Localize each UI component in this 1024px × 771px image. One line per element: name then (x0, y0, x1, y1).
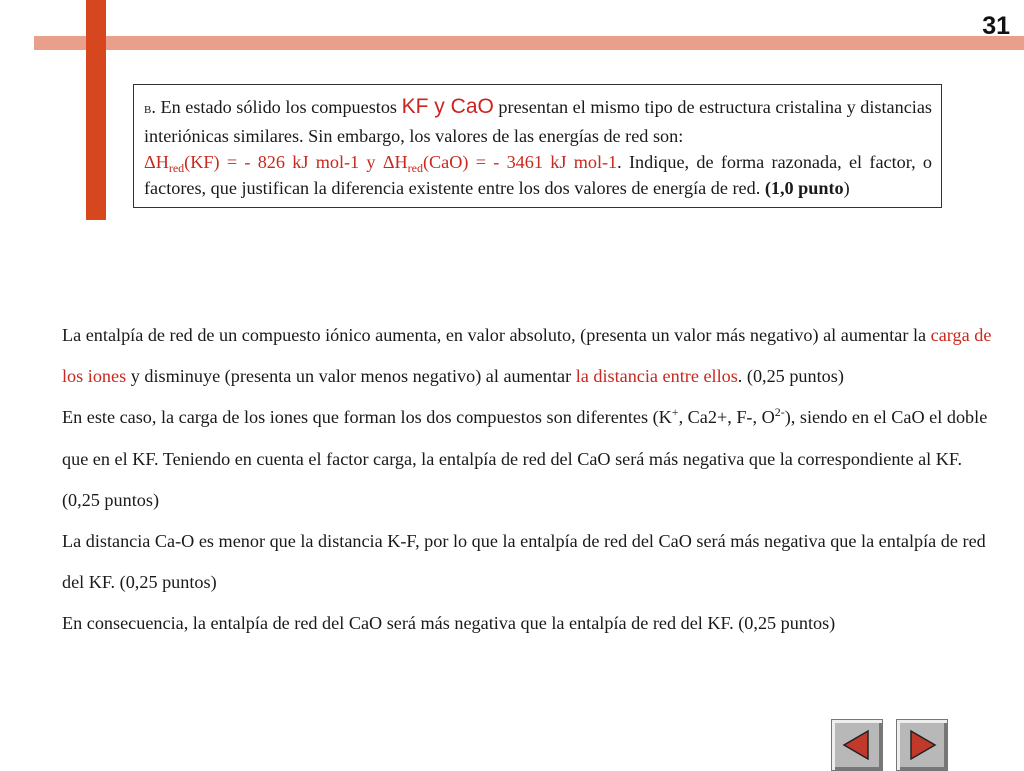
next-slide-button[interactable] (896, 719, 948, 771)
question-text-2: presentan el mismo tipo de estructura cristalina y distancias interiónicas similares. Sin embargo, los valores de las energías de red son: (144, 97, 933, 146)
previous-slide-button[interactable] (831, 719, 883, 771)
distance-highlight: la distancia entre ellos (575, 366, 738, 387)
o-charge: 2- (774, 405, 785, 420)
accent-vertical-bar (86, 0, 106, 220)
answer-paragraph-4: En consecuencia, la entalpía de red del CaO será más negativa que la entalpía de red del KF. (0,25 puntos) (62, 613, 836, 634)
page-number: 31 (982, 12, 1010, 40)
answer-paragraph-2 (62, 397, 1002, 521)
charge-highlight: carga de los iones (62, 325, 992, 387)
enthalpy-cao-sub: red (407, 161, 423, 175)
compounds-highlight: KF y CaO (401, 95, 494, 118)
enthalpy-kf-value: (KF) = - 826 kJ mol-1 y (184, 152, 383, 172)
answer-paragraph-3: La distancia Ca-O es menor que la distancia K-F, por lo que la entalpía de red del CaO será más negativa que la entalpía de red del KF. (0,25 puntos) (62, 531, 986, 593)
answer-p2-ions: , Ca2+, F-, O (678, 407, 775, 428)
answer-p1-points: . (0,25 puntos) (737, 366, 844, 387)
question-text-1: . En estado sólido los compuestos (151, 97, 402, 117)
question-text-3: . Indique, de forma razonada, el factor, o factores, que justifican la diferencia existente entre los dos valores de energía de red. (144, 152, 932, 198)
answer-paragraph-1 (62, 315, 1002, 397)
answer-text (62, 315, 1002, 645)
question-letter: B (144, 104, 152, 116)
enthalpy-cao-value: (CaO) = - 3461 kJ mol-1 (422, 152, 618, 172)
enthalpy-kf-symbol: ΔH (144, 152, 169, 172)
question-box (133, 84, 942, 208)
enthalpy-kf-sub: red (168, 161, 185, 175)
enthalpy-cao-symbol: ΔH (382, 152, 408, 172)
answer-p2-text: En este caso, la carga de los iones que forman los dos compuestos son diferentes (K (62, 407, 672, 428)
question-score: (1,0 punto (764, 178, 844, 198)
triangle-left-icon (840, 728, 874, 762)
question-score-close: ) (843, 178, 850, 198)
triangle-right-icon (905, 728, 939, 762)
header-bar (34, 36, 1024, 50)
answer-p1-text: La entalpía de red de un compuesto iónico aumenta, en valor absoluto, (presenta un valor más negativo) al aumentar la (62, 325, 931, 345)
k-charge: + (671, 405, 679, 420)
answer-p1-text-2: y disminuye (presenta un valor menos negativo) al aumentar (126, 366, 576, 387)
answer-p2-text-2: ), siendo en el CaO el doble que en el KF. Teniendo en cuenta el factor carga, la entalpía de red del CaO será más negativa que la correspondiente al KF. (0,25 puntos) (62, 407, 988, 510)
